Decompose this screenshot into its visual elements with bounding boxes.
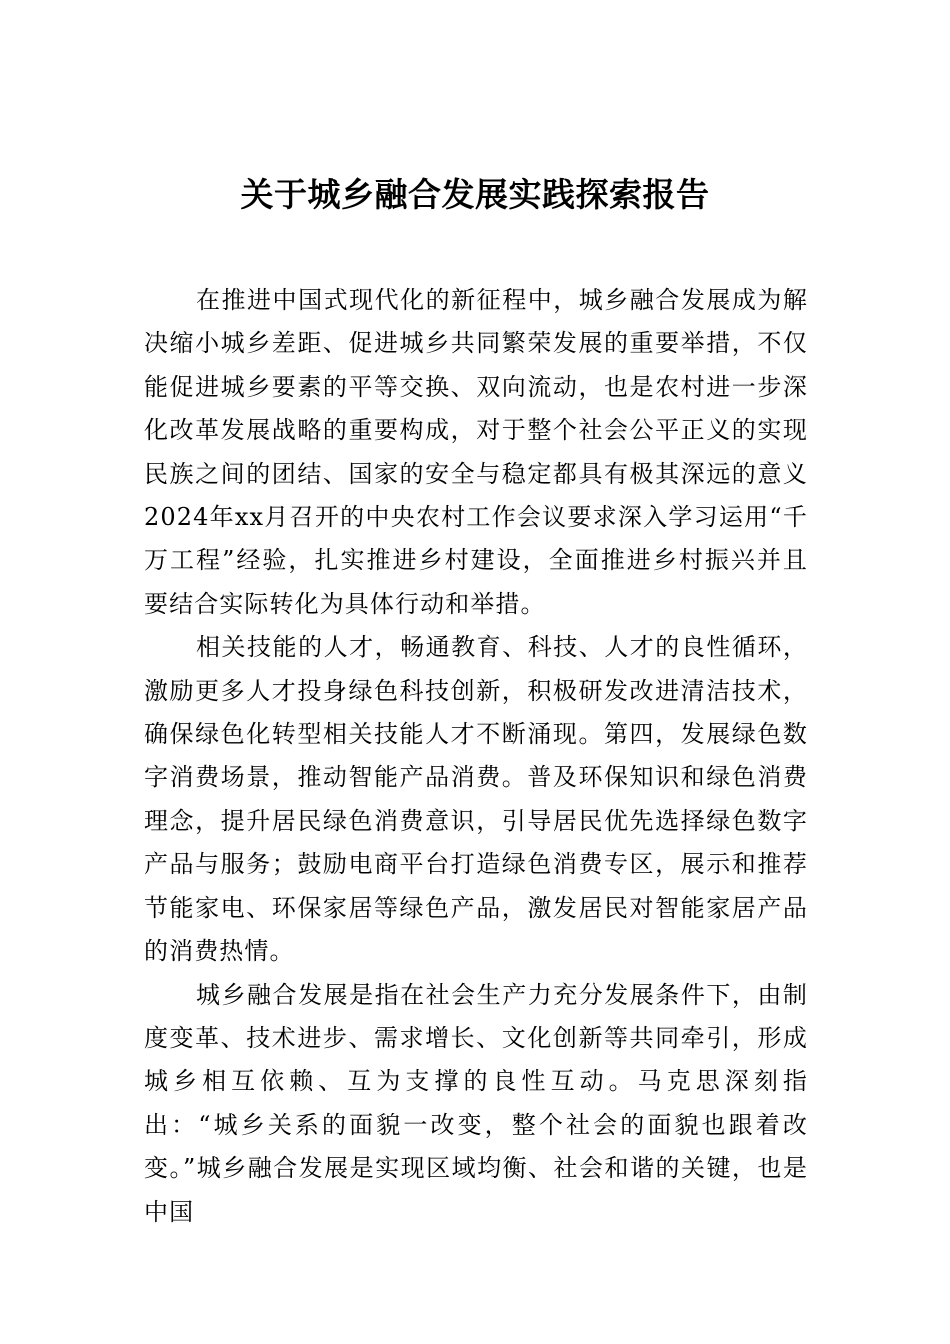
paragraph-talent: 相关技能的人才，畅通教育、科技、人才的良性循环，激励更多人才投身绿色科技创新，积极研发改进清洁技术，确保绿色化转型相关技能人才不断涌现。第四，发展绿色数字消费场景，推动智能产品消费。普及环保知识和绿色消费理念，提升居民绿色消费意识，引导居民优先选择绿色数字产品与服务；鼓励电商平台打造绿色消费专区，展示和推荐节能家电、环保家居等绿色产品，激发居民对智能家居产品的消费热情。 [144,633,808,966]
document-title: 关于城乡融合发展实践探索报告 [240,175,710,214]
document-body [144,279,808,1234]
paragraph-definition: 城乡融合发展是指在社会生产力充分发展条件下，由制度变革、技术进步、需求增长、文化创新等共同牵引，形成城乡相互依赖、互为支撑的良性互动。马克思深刻指出：“城乡关系的面貌一改变，整个社会的面貌也跟着改变。”城乡融合发展是实现区域均衡、社会和谐的关键，也是中国 [144,980,808,1226]
paragraph-intro: 在推进中国式现代化的新征程中，城乡融合发展成为解决缩小城乡差距、促进城乡共同繁荣发展的重要举措，不仅能促进城乡要素的平等交换、双向流动，也是农村进一步深化改革发展战略的重要构成，对于整个社会公平正义的实现民族之间的团结、国家的安全与稳定都具有极其深远的意义2024年xx月召开的中央农村工作会议要求深入学习运用“千万工程”经验，扎实推进乡村建设，全面推进乡村振兴并且要结合实际转化为具体行动和举措。 [144,286,808,618]
